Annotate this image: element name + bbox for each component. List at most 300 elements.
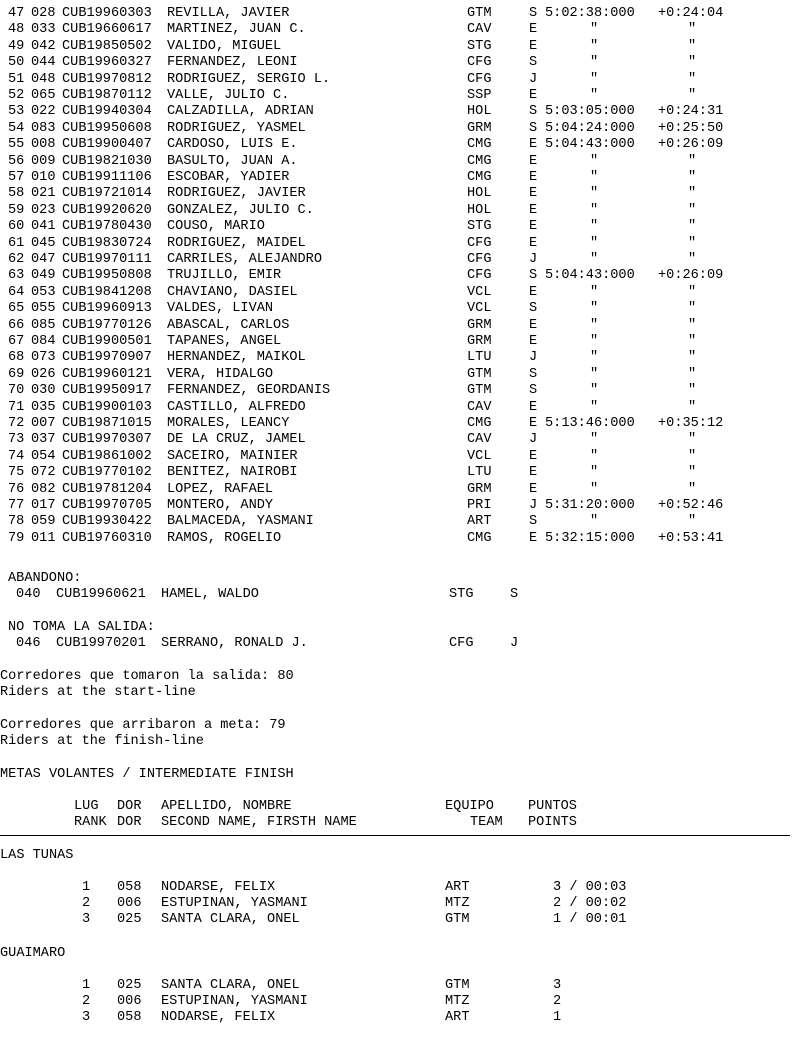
result-cat: E bbox=[529, 22, 538, 38]
result-gap: +0:26:09 bbox=[658, 137, 724, 153]
intermediate-points: 2 / 00:02 bbox=[553, 896, 627, 911]
result-time: " bbox=[590, 514, 599, 530]
result-cat: S bbox=[529, 366, 538, 382]
no-salida-row bbox=[0, 636, 800, 652]
result-cat: E bbox=[529, 186, 538, 202]
result-row bbox=[0, 531, 800, 547]
result-uci: CUB19930422 bbox=[62, 514, 152, 530]
result-team: HOL bbox=[467, 104, 492, 120]
result-team: GTM bbox=[467, 6, 492, 21]
intermediate-title: METAS VOLANTES / INTERMEDIATE FINISH bbox=[0, 767, 294, 782]
result-cat: E bbox=[529, 399, 538, 415]
result-dor: 030 bbox=[31, 383, 56, 399]
result-time: 5:13:46:000 bbox=[545, 416, 635, 431]
result-pos: 72 bbox=[8, 416, 25, 431]
result-pos: 47 bbox=[8, 6, 25, 21]
result-name: SACEIRO, MAINIER bbox=[167, 448, 298, 464]
result-pos: 68 bbox=[8, 350, 25, 366]
result-row bbox=[0, 170, 800, 186]
result-gap: " bbox=[688, 448, 697, 464]
result-dor: 026 bbox=[31, 366, 56, 382]
result-team: CAV bbox=[467, 432, 492, 448]
result-time: 5:02:38:000 bbox=[545, 6, 635, 21]
result-dor: 073 bbox=[31, 350, 56, 366]
result-uci: CUB19950608 bbox=[62, 120, 152, 136]
result-pos: 55 bbox=[8, 137, 25, 153]
result-row bbox=[0, 39, 800, 55]
result-team: HOL bbox=[467, 202, 492, 218]
result-uci: CUB19781204 bbox=[62, 481, 152, 497]
intermediate-points: 1 bbox=[553, 1010, 562, 1025]
result-cat: E bbox=[529, 317, 538, 333]
result-team: GRM bbox=[467, 481, 492, 497]
result-row bbox=[0, 350, 800, 366]
no-salida-team: CFG bbox=[449, 636, 474, 651]
abandono-title: ABANDONO: bbox=[8, 571, 82, 586]
result-row bbox=[0, 449, 800, 465]
result-pos: 52 bbox=[8, 88, 25, 103]
intermediate-row bbox=[0, 1010, 800, 1026]
result-uci: CUB19950917 bbox=[62, 383, 152, 399]
intermediate-section-title: LAS TUNAS bbox=[0, 848, 74, 863]
result-dor: 042 bbox=[31, 38, 56, 54]
result-row bbox=[0, 137, 800, 153]
intermediate-points: 3 bbox=[553, 978, 562, 993]
result-cat: E bbox=[529, 448, 538, 464]
result-pos: 69 bbox=[8, 366, 25, 382]
result-name: FERNANDEZ, GEORDANIS bbox=[167, 383, 331, 399]
result-uci: CUB19970307 bbox=[62, 432, 152, 448]
abandono-name: HAMEL, WALDO bbox=[161, 587, 259, 602]
result-team: CMG bbox=[467, 416, 492, 431]
result-dor: 033 bbox=[31, 22, 56, 38]
result-time: " bbox=[590, 186, 599, 202]
result-team: CFG bbox=[467, 235, 492, 251]
result-uci: CUB19960327 bbox=[62, 55, 152, 71]
result-uci: CUB19970812 bbox=[62, 71, 152, 87]
result-uci: CUB19830724 bbox=[62, 235, 152, 251]
result-time: 5:32:15:000 bbox=[545, 530, 635, 546]
result-team: STG bbox=[467, 219, 492, 235]
result-gap: " bbox=[688, 55, 697, 71]
result-row bbox=[0, 465, 800, 481]
result-team: CFG bbox=[467, 71, 492, 87]
result-row bbox=[0, 104, 800, 120]
result-gap: +0:25:50 bbox=[658, 120, 724, 136]
result-row bbox=[0, 121, 800, 137]
result-row bbox=[0, 514, 800, 530]
result-team: CAV bbox=[467, 22, 492, 38]
header-team-en: TEAM bbox=[470, 815, 503, 830]
result-time: 5:31:20:000 bbox=[545, 498, 635, 513]
result-pos: 75 bbox=[8, 465, 25, 481]
intermediate-row bbox=[0, 880, 800, 896]
result-pos: 58 bbox=[8, 186, 25, 202]
result-row bbox=[0, 367, 800, 383]
result-name: MONTERO, ANDY bbox=[167, 498, 274, 513]
result-name: CASTILLO, ALFREDO bbox=[167, 399, 306, 415]
header-dor-en: DOR bbox=[117, 815, 142, 830]
result-dor: 023 bbox=[31, 202, 56, 218]
header-team: EQUIPO bbox=[445, 799, 494, 814]
result-team: CMG bbox=[467, 137, 492, 153]
no-salida-title: NO TOMA LA SALIDA: bbox=[8, 620, 155, 635]
result-row bbox=[0, 416, 800, 432]
result-name: CHAVIANO, DASIEL bbox=[167, 284, 298, 300]
result-dor: 022 bbox=[31, 104, 56, 120]
result-name: DE LA CRUZ, JAMEL bbox=[167, 432, 306, 448]
abandono-team: STG bbox=[449, 587, 474, 602]
intermediate-dor: 025 bbox=[117, 912, 142, 927]
result-team: CFG bbox=[467, 252, 492, 267]
result-gap: " bbox=[688, 153, 697, 169]
result-uci: CUB19960121 bbox=[62, 366, 152, 382]
intermediate-row bbox=[0, 994, 800, 1010]
result-name: VALDES, LIVAN bbox=[167, 301, 274, 317]
result-pos: 73 bbox=[8, 432, 25, 448]
result-time: 5:04:24:000 bbox=[545, 120, 635, 136]
result-time: " bbox=[590, 202, 599, 218]
result-gap: +0:26:09 bbox=[658, 268, 724, 284]
result-name: COUSO, MARIO bbox=[167, 219, 265, 235]
result-gap: " bbox=[688, 170, 697, 185]
result-team: CMG bbox=[467, 153, 492, 169]
header-points-en: POINTS bbox=[528, 815, 577, 830]
result-row bbox=[0, 186, 800, 202]
result-pos: 61 bbox=[8, 235, 25, 251]
result-dor: 044 bbox=[31, 55, 56, 71]
result-dor: 084 bbox=[31, 334, 56, 349]
result-name: RODRIGUEZ, YASMEL bbox=[167, 120, 306, 136]
result-cat: E bbox=[529, 481, 538, 497]
result-uci: CUB19841208 bbox=[62, 284, 152, 300]
intermediate-team: GTM bbox=[445, 912, 470, 927]
result-uci: CUB19871015 bbox=[62, 416, 152, 431]
result-dor: 045 bbox=[31, 235, 56, 251]
result-row bbox=[0, 301, 800, 317]
result-row bbox=[0, 285, 800, 301]
result-time: " bbox=[590, 153, 599, 169]
result-uci: CUB19780430 bbox=[62, 219, 152, 235]
abandono-cat: S bbox=[510, 587, 519, 602]
intermediate-dor: 058 bbox=[117, 1010, 142, 1025]
result-row bbox=[0, 383, 800, 399]
result-cat: E bbox=[529, 235, 538, 251]
result-team: VCL bbox=[467, 301, 492, 317]
result-gap: " bbox=[688, 465, 697, 481]
result-team: VCL bbox=[467, 448, 492, 464]
result-pos: 74 bbox=[8, 448, 25, 464]
intermediate-row bbox=[0, 912, 800, 928]
result-gap: " bbox=[688, 284, 697, 300]
result-uci: CUB19850502 bbox=[62, 38, 152, 54]
intermediate-rank: 1 bbox=[82, 978, 91, 993]
result-dor: 008 bbox=[31, 137, 56, 153]
result-team: HOL bbox=[467, 186, 492, 202]
result-time: " bbox=[590, 88, 599, 103]
abandono-row bbox=[0, 587, 800, 603]
result-gap: " bbox=[688, 432, 697, 448]
result-uci: CUB19770126 bbox=[62, 317, 152, 333]
result-gap: " bbox=[688, 202, 697, 218]
result-uci: CUB19950808 bbox=[62, 268, 152, 284]
result-time: 5:04:43:000 bbox=[545, 268, 635, 284]
intermediate-team: MTZ bbox=[445, 994, 470, 1009]
intermediate-name: ESTUPINAN, YASMANI bbox=[161, 994, 308, 1009]
result-pos: 67 bbox=[8, 334, 25, 349]
intermediate-team: MTZ bbox=[445, 896, 470, 911]
result-pos: 59 bbox=[8, 202, 25, 218]
result-row bbox=[0, 252, 800, 268]
result-gap: " bbox=[688, 252, 697, 267]
result-dor: 041 bbox=[31, 219, 56, 235]
result-name: BASULTO, JUAN A. bbox=[167, 153, 298, 169]
header-name-en: SECOND NAME, FIRSTH NAME bbox=[161, 815, 357, 830]
result-dor: 037 bbox=[31, 432, 56, 448]
result-team: CMG bbox=[467, 170, 492, 185]
header-dor: DOR bbox=[117, 799, 142, 814]
result-row bbox=[0, 6, 800, 22]
header-rank: RANK bbox=[74, 815, 107, 830]
result-row bbox=[0, 203, 800, 219]
result-cat: S bbox=[529, 120, 538, 136]
result-dor: 059 bbox=[31, 514, 56, 530]
result-gap: " bbox=[688, 22, 697, 38]
result-cat: E bbox=[529, 530, 538, 546]
result-name: GONZALEZ, JULIO C. bbox=[167, 202, 314, 218]
result-name: MORALES, LEANCY bbox=[167, 416, 290, 431]
result-uci: CUB19821030 bbox=[62, 153, 152, 169]
result-name: CALZADILLA, ADRIAN bbox=[167, 104, 314, 120]
result-dor: 085 bbox=[31, 317, 56, 333]
intermediate-name: NODARSE, FELIX bbox=[161, 880, 276, 895]
result-gap: " bbox=[688, 481, 697, 497]
result-team: SSP bbox=[467, 88, 492, 103]
result-time: " bbox=[590, 317, 599, 333]
result-pos: 71 bbox=[8, 399, 25, 415]
abandono-uci: CUB19960621 bbox=[56, 587, 146, 602]
result-uci: CUB19900407 bbox=[62, 137, 152, 153]
intermediate-header-es bbox=[0, 799, 800, 815]
result-dor: 049 bbox=[31, 268, 56, 284]
result-cat: S bbox=[529, 268, 538, 284]
intermediate-row bbox=[0, 978, 800, 994]
result-dor: 072 bbox=[31, 465, 56, 481]
result-time: " bbox=[590, 448, 599, 464]
result-team: GRM bbox=[467, 120, 492, 136]
result-name: RODRIGUEZ, MAIDEL bbox=[167, 235, 306, 251]
intermediate-rank: 2 bbox=[82, 896, 91, 911]
intermediate-points: 1 / 00:01 bbox=[553, 912, 627, 927]
result-dor: 054 bbox=[31, 448, 56, 464]
result-name: LOPEZ, RAFAEL bbox=[167, 481, 274, 497]
result-name: VALLE, JULIO C. bbox=[167, 88, 290, 103]
result-pos: 48 bbox=[8, 22, 25, 38]
result-name: VALIDO, MIGUEL bbox=[167, 38, 282, 54]
result-pos: 54 bbox=[8, 120, 25, 136]
result-cat: E bbox=[529, 416, 538, 431]
intermediate-team: GTM bbox=[445, 978, 470, 993]
intermediate-row bbox=[0, 896, 800, 912]
result-cat: E bbox=[529, 465, 538, 481]
result-time: " bbox=[590, 55, 599, 71]
result-name: REVILLA, JAVIER bbox=[167, 6, 290, 21]
intermediate-name: ESTUPINAN, YASMANI bbox=[161, 896, 308, 911]
result-time: " bbox=[590, 170, 599, 185]
intermediate-points: 2 bbox=[553, 994, 562, 1009]
result-uci: CUB19920620 bbox=[62, 202, 152, 218]
header-lug: LUG bbox=[74, 799, 99, 814]
result-time: " bbox=[590, 284, 599, 300]
result-dor: 083 bbox=[31, 120, 56, 136]
result-time: " bbox=[590, 219, 599, 235]
result-gap: +0:53:41 bbox=[658, 530, 724, 546]
result-pos: 50 bbox=[8, 55, 25, 71]
result-team: CFG bbox=[467, 55, 492, 71]
result-time: " bbox=[590, 432, 599, 448]
result-time: " bbox=[590, 465, 599, 481]
result-pos: 70 bbox=[8, 383, 25, 399]
result-team: ART bbox=[467, 514, 492, 530]
result-time: " bbox=[590, 334, 599, 349]
header-points: PUNTOS bbox=[528, 799, 577, 814]
result-team: GRM bbox=[467, 317, 492, 333]
result-row bbox=[0, 498, 800, 514]
result-team: CMG bbox=[467, 530, 492, 546]
result-row bbox=[0, 22, 800, 38]
result-time: " bbox=[590, 252, 599, 267]
result-pos: 76 bbox=[8, 481, 25, 497]
result-gap: " bbox=[688, 71, 697, 87]
result-pos: 51 bbox=[8, 71, 25, 87]
no-salida-cat: J bbox=[510, 636, 519, 651]
result-gap: +0:35:12 bbox=[658, 416, 724, 431]
result-time: " bbox=[590, 235, 599, 251]
result-dor: 011 bbox=[31, 530, 56, 546]
result-uci: CUB19900103 bbox=[62, 399, 152, 415]
result-name: BENITEZ, NAIROBI bbox=[167, 465, 298, 481]
intermediate-team: ART bbox=[445, 880, 470, 895]
result-time: " bbox=[590, 399, 599, 415]
result-cat: E bbox=[529, 202, 538, 218]
result-team: GRM bbox=[467, 334, 492, 349]
result-pos: 64 bbox=[8, 284, 25, 300]
result-time: " bbox=[590, 383, 599, 399]
result-dor: 047 bbox=[31, 252, 56, 267]
result-name: VERA, HIDALGO bbox=[167, 366, 274, 382]
result-uci: CUB19960303 bbox=[62, 6, 152, 21]
result-name: FERNANDEZ, LEONI bbox=[167, 55, 298, 71]
summary-finish-en: Riders at the finish-line bbox=[0, 734, 204, 749]
result-time: " bbox=[590, 481, 599, 497]
result-gap: " bbox=[688, 514, 697, 530]
result-time: " bbox=[590, 350, 599, 366]
result-gap: " bbox=[688, 317, 697, 333]
result-dor: 053 bbox=[31, 284, 56, 300]
intermediate-name: SANTA CLARA, ONEL bbox=[161, 978, 300, 993]
result-dor: 082 bbox=[31, 481, 56, 497]
result-name: BALMACEDA, YASMANI bbox=[167, 514, 314, 530]
result-gap: " bbox=[688, 38, 697, 54]
result-uci: CUB19970907 bbox=[62, 350, 152, 366]
result-name: RAMOS, ROGELIO bbox=[167, 530, 282, 546]
result-time: " bbox=[590, 71, 599, 87]
result-uci: CUB19660617 bbox=[62, 22, 152, 38]
result-time: 5:04:43:000 bbox=[545, 137, 635, 153]
result-team: GTM bbox=[467, 366, 492, 382]
result-gap: " bbox=[688, 186, 697, 202]
result-team: VCL bbox=[467, 284, 492, 300]
result-row bbox=[0, 88, 800, 104]
result-time: " bbox=[590, 301, 599, 317]
result-cat: E bbox=[529, 137, 538, 153]
result-name: TRUJILLO, EMIR bbox=[167, 268, 282, 284]
result-time: " bbox=[590, 366, 599, 382]
result-row bbox=[0, 432, 800, 448]
intermediate-dor: 006 bbox=[117, 994, 142, 1009]
result-cat: E bbox=[529, 284, 538, 300]
result-uci: CUB19970111 bbox=[62, 252, 152, 267]
result-cat: J bbox=[529, 350, 538, 366]
result-row bbox=[0, 154, 800, 170]
intermediate-dor: 025 bbox=[117, 978, 142, 993]
result-gap: " bbox=[688, 383, 697, 399]
result-name: TAPANES, ANGEL bbox=[167, 334, 282, 349]
result-gap: +0:24:31 bbox=[658, 104, 724, 120]
result-team: STG bbox=[467, 38, 492, 54]
result-pos: 49 bbox=[8, 38, 25, 54]
result-dor: 007 bbox=[31, 416, 56, 431]
result-name: ESCOBAR, YADIER bbox=[167, 170, 290, 185]
result-gap: " bbox=[688, 301, 697, 317]
result-cat: J bbox=[529, 71, 538, 87]
result-name: CARRILES, ALEJANDRO bbox=[167, 252, 322, 267]
result-pos: 77 bbox=[8, 498, 25, 513]
result-cat: E bbox=[529, 334, 538, 349]
result-dor: 048 bbox=[31, 71, 56, 87]
result-pos: 65 bbox=[8, 301, 25, 317]
result-cat: S bbox=[529, 514, 538, 530]
result-time: " bbox=[590, 22, 599, 38]
result-row bbox=[0, 318, 800, 334]
result-cat: E bbox=[529, 219, 538, 235]
header-name: APELLIDO, NOMBRE bbox=[161, 799, 292, 814]
result-row bbox=[0, 334, 800, 350]
result-row bbox=[0, 268, 800, 284]
result-cat: E bbox=[529, 153, 538, 169]
result-cat: S bbox=[529, 383, 538, 399]
result-cat: J bbox=[529, 432, 538, 448]
result-pos: 53 bbox=[8, 104, 25, 120]
result-row bbox=[0, 236, 800, 252]
result-uci: CUB19970705 bbox=[62, 498, 152, 513]
result-uci: CUB19870112 bbox=[62, 88, 152, 103]
intermediate-section-title: GUAIMARO bbox=[0, 946, 66, 961]
header-divider bbox=[0, 835, 790, 836]
result-team: PRI bbox=[467, 498, 492, 513]
result-time: 5:03:05:000 bbox=[545, 104, 635, 120]
intermediate-points: 3 / 00:03 bbox=[553, 880, 627, 895]
summary-start-es: Corredores que tomaron la salida: 80 bbox=[0, 669, 294, 684]
result-gap: " bbox=[688, 219, 697, 235]
result-cat: S bbox=[529, 6, 538, 21]
result-uci: CUB19911106 bbox=[62, 170, 152, 185]
result-gap: " bbox=[688, 235, 697, 251]
result-uci: CUB19770102 bbox=[62, 465, 152, 481]
result-pos: 56 bbox=[8, 153, 25, 169]
result-uci: CUB19900501 bbox=[62, 334, 152, 349]
result-cat: J bbox=[529, 498, 538, 513]
